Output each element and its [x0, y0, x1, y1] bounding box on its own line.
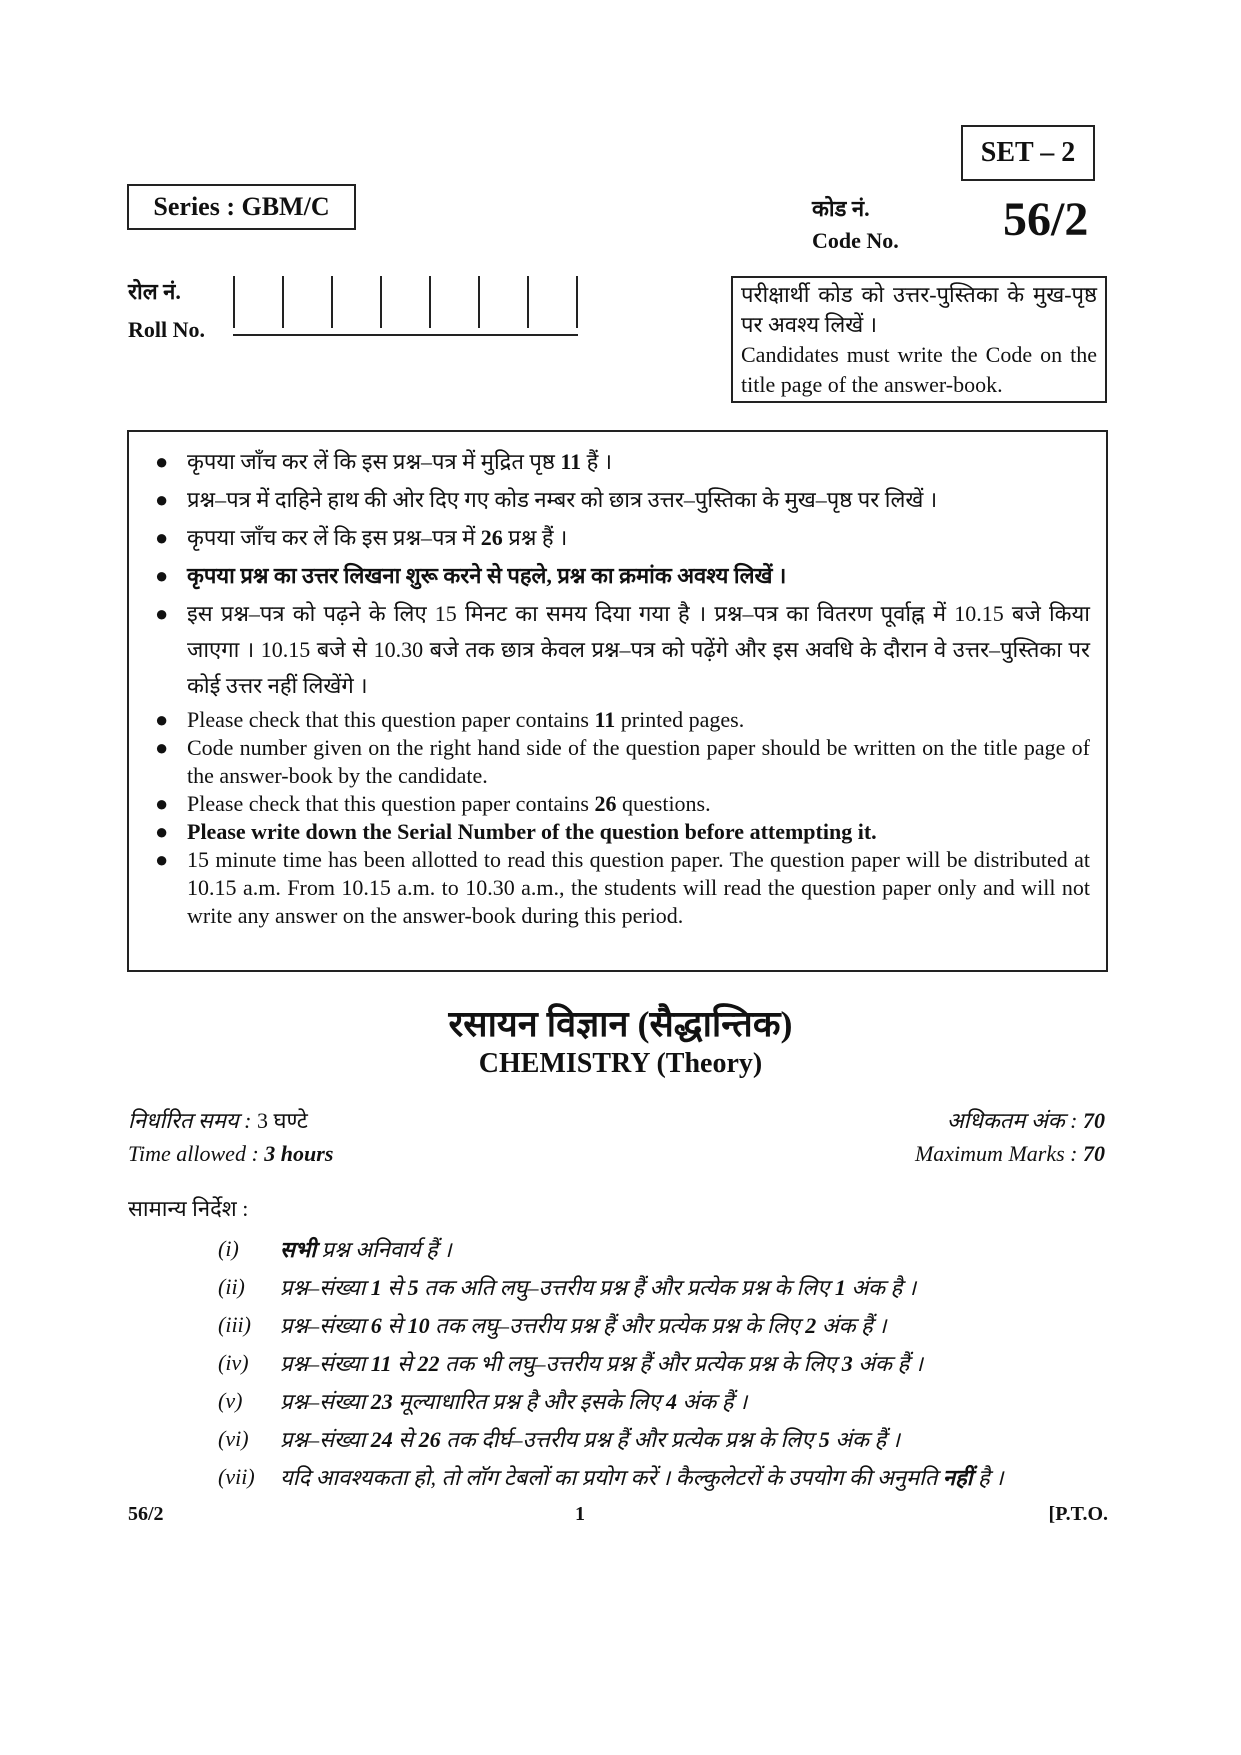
time-allowed-hi — [128, 1105, 308, 1135]
item-number: (vi) — [218, 1426, 249, 1451]
time-value-hi: 3 घण्टे — [257, 1108, 308, 1133]
marks-value-en: 70 — [1083, 1141, 1105, 1166]
candidate-note-box — [731, 276, 1107, 403]
roll-cell[interactable] — [478, 276, 527, 328]
bullet-icon: ● — [155, 525, 169, 550]
bullet-icon: ● — [155, 487, 169, 512]
general-instruction-item — [218, 1420, 1118, 1458]
page-number: 1 — [575, 1503, 585, 1525]
item-number: (ii) — [218, 1274, 245, 1299]
instructions-hindi — [143, 444, 1090, 704]
instruction-item: ● 15 minute time has been allotted to read this question paper. The question paper will be distributed at 10.15 a.m. From 10.15 a.m. to 10.30 a.m., the students will read the question paper only and will not write any answer on the answer-book during this period. — [155, 847, 1090, 928]
item-text: सभी प्रश्न अनिवार्य हैं । — [280, 1237, 452, 1262]
bullet-icon: ● — [155, 847, 169, 872]
instruction-item: ● कृपया जाँच कर लें कि इस प्रश्न–पत्र में 26 प्रश्न हैं । — [143, 520, 1090, 556]
marks-value-hi: 70 — [1083, 1108, 1105, 1133]
bullet-icon: ● — [155, 707, 169, 732]
roll-cell[interactable] — [429, 276, 478, 328]
instructions-english — [143, 706, 1090, 930]
item-text: प्रश्न–संख्या 1 से 5 तक अति लघु–उत्तरीय प्रश्न हैं और प्रत्येक प्रश्न के लिए 1 अंक है । — [280, 1275, 917, 1300]
time-label-hi: निर्धारित समय : — [128, 1108, 257, 1133]
marks-label-en: Maximum Marks : — [914, 1141, 1083, 1166]
roll-cell[interactable] — [380, 276, 429, 328]
roll-number-grid[interactable] — [233, 276, 578, 336]
item-text: प्रश्न–संख्या 6 से 10 तक लघु–उत्तरीय प्रश्न हैं और प्रत्येक प्रश्न के लिए 2 अंक हैं । — [280, 1313, 887, 1338]
time-allowed-en — [128, 1141, 333, 1167]
code-label-hi: कोड नं. — [812, 196, 870, 221]
code-number: 56/2 — [1003, 193, 1089, 246]
bullet-icon: ● — [155, 819, 169, 844]
item-number: (iv) — [218, 1350, 249, 1375]
item-text: प्रश्न–संख्या 11 से 22 तक भी लघु–उत्तरीय प्रश्न हैं और प्रत्येक प्रश्न के लिए 3 अंक हैं । — [280, 1351, 923, 1376]
instruction-item: ● Please check that this question paper contains 26 questions. — [155, 791, 711, 816]
item-number: (vii) — [218, 1464, 255, 1489]
roll-cell[interactable] — [282, 276, 331, 328]
set-label: SET – 2 — [961, 125, 1095, 181]
roll-label-hi: रोल नं. — [128, 279, 181, 304]
time-label-en: Time allowed : — [128, 1141, 265, 1166]
instruction-item: ● कृपया जाँच कर लें कि इस प्रश्न–पत्र में मुद्रित पृष्ठ 11 हैं । — [143, 444, 1090, 480]
bullet-icon: ● — [155, 563, 169, 588]
item-text: यदि आवश्यकता हो, तो लॉग टेबलों का प्रयोग करें । कैल्कुलेटरों के उपयोग की अनुमति नहीं है । — [280, 1465, 1004, 1490]
item-number: (iii) — [218, 1312, 251, 1337]
series-label: Series : GBM/C — [127, 184, 356, 230]
general-instruction-item — [218, 1458, 1118, 1496]
code-label — [812, 193, 899, 257]
instruction-item: ● Please check that this question paper contains 11 printed pages. — [155, 707, 745, 732]
bullet-icon: ● — [155, 735, 169, 760]
subject-title-hi: रसायन विज्ञान (सैद्धान्तिक) — [448, 1004, 793, 1044]
roll-cell[interactable] — [233, 276, 282, 328]
general-instruction-item — [218, 1268, 1118, 1306]
roll-cell[interactable] — [331, 276, 380, 328]
bullet-icon: ● — [155, 791, 169, 816]
item-text: प्रश्न–संख्या 23 मूल्याधारित प्रश्न है और इसके लिए 4 अंक हैं । — [280, 1389, 748, 1414]
bullet-icon: ● — [155, 601, 169, 626]
footer-code: 56/2 — [128, 1503, 164, 1525]
item-text: प्रश्न–संख्या 24 से 26 तक दीर्घ–उत्तरीय प्रश्न हैं और प्रत्येक प्रश्न के लिए 5 अंक हैं । — [280, 1427, 900, 1452]
general-instruction-item — [218, 1306, 1118, 1344]
instructions-box — [127, 430, 1108, 972]
instruction-item: ● Code number given on the right hand side of the question paper should be written on the title page of the answer-book by the candidate. — [155, 735, 1090, 788]
instruction-item: ● इस प्रश्न–पत्र को पढ़ने के लिए 15 मिनट का समय दिया गया है । प्रश्न–पत्र का वितरण पूर्वाह्न में 10.15 बजे किया जाएगा । 10.15 बजे से 10.30 बजे तक छात्र केवल प्रश्न–पत्र को पढ़ेंगे और इस अवधि के दौरान वे उत्तर–पुस्तिका पर कोई उत्तर नहीं लिखेंगे । — [143, 596, 1090, 704]
pto-label: [P.T.O. — [1048, 1503, 1108, 1525]
candidate-note-en: Candidates must write the Code on the title page of the answer-book. — [741, 342, 1097, 397]
item-number: (v) — [218, 1388, 243, 1413]
candidate-note-hi: परीक्षार्थी कोड को उत्तर-पुस्तिका के मुख-पृष्ठ पर अवश्य लिखें । — [741, 282, 1097, 337]
general-instruction-item — [218, 1344, 1118, 1382]
subject-title-en: CHEMISTRY (Theory) — [478, 1048, 763, 1079]
general-instructions-list — [218, 1230, 1118, 1496]
roll-label — [128, 273, 205, 349]
bullet-icon: ● — [155, 449, 169, 474]
instruction-item: ● कृपया प्रश्न का उत्तर लिखना शुरू करने से पहले, प्रश्न का क्रमांक अवश्य लिखें । — [143, 558, 1090, 594]
general-instruction-item — [218, 1230, 1118, 1268]
general-instruction-item — [218, 1382, 1118, 1420]
item-number: (i) — [218, 1236, 239, 1261]
general-instructions-heading: सामान्य निर्देश : — [128, 1196, 249, 1221]
time-value-en: 3 hours — [264, 1141, 334, 1166]
roll-cell[interactable] — [527, 276, 578, 328]
roll-label-en: Roll No. — [128, 317, 205, 342]
code-label-en: Code No. — [812, 228, 899, 253]
instruction-item: ● Please write down the Serial Number of the question before attempting it. — [155, 819, 877, 844]
max-marks-en — [915, 1141, 1105, 1167]
instruction-item: ● प्रश्न–पत्र में दाहिने हाथ की ओर दिए गए कोड नम्बर को छात्र उत्तर–पुस्तिका के मुख–पृष्ठ पर लिखें । — [143, 482, 1090, 518]
marks-label-hi: अधिकतम अंक : — [946, 1108, 1083, 1133]
max-marks-hi — [947, 1105, 1105, 1135]
